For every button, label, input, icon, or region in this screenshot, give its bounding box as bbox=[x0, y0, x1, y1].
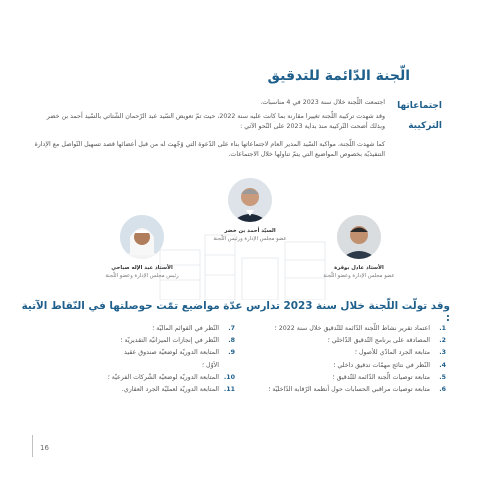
member-photo-adel bbox=[337, 215, 381, 259]
item-text: المتابعة الدوريّة لوضعيّة الشّركات الفرعيّة ؛ bbox=[107, 373, 219, 381]
list-item bbox=[246, 323, 446, 335]
item-text: متابعة توصيات الّجنة الدّائمة للتّدقيق ؛ bbox=[332, 373, 430, 381]
ceo-paragraph: كما شهدت اللّجنة، مواكبة السّيد المدير العام لاجتماعاتها بناء على الدّعوة التي وُجّهت له من قبل أعضائها قصد تسهيل التّواصل مع الإدارة التنفيذيّة بخصوص المواضيع التي يتمّ تناولها خلال الاجتماعات. bbox=[34, 141, 385, 158]
member-caption-adel bbox=[299, 264, 419, 280]
item-text: متابعة توصيات مراقبي الحسابات حول أنظمة الرّقابة الدّاخليّة ؛ bbox=[268, 386, 430, 394]
item-number: 10. bbox=[223, 373, 235, 381]
item-number: 4. bbox=[439, 361, 446, 369]
page-title: الّجنة الدّائمة للتدقيق bbox=[267, 68, 410, 84]
item-number: 5. bbox=[439, 373, 446, 381]
list-item bbox=[246, 335, 446, 347]
member-photo-abdelilah bbox=[120, 215, 164, 259]
member-name: السيّد أحمد بن خضر bbox=[224, 228, 276, 234]
page-number: 16 bbox=[40, 444, 49, 452]
item-text: متابعة الجرد المادّي للأصول ؛ bbox=[354, 349, 430, 357]
topics-list-right bbox=[246, 323, 446, 396]
item-number: 1. bbox=[439, 325, 446, 332]
item-number: 7. bbox=[228, 325, 235, 332]
topics-list-left bbox=[30, 323, 235, 396]
item-text: اعتماد تقرير نشاط اللّجنة الدّائمة للتّدقيق خلال سنة 2022 ؛ bbox=[274, 325, 430, 332]
item-text: المتابعة الدوريّة لوضعيّة صندوق عقيد bbox=[124, 349, 219, 357]
list-item-continuation: الأوّل ؛ bbox=[202, 361, 219, 369]
side-label-composition: التركيبة bbox=[408, 121, 442, 131]
item-text: المصادقة على برنامج التّدقيق الدّاخلي ؛ bbox=[327, 337, 430, 345]
list-item bbox=[246, 384, 446, 396]
topics-heading: وقد تولّت اللّجنة خلال سنة 2023 تدارس عدّة مواضيع تمّت حوصلتها في النّقاط الآتية : bbox=[21, 300, 450, 324]
member-caption-abdelilah bbox=[82, 264, 202, 280]
item-text: النّظر في القوائم الماليّة ؛ bbox=[152, 325, 219, 332]
member-name: الأستاذ عبد الإله صباحي bbox=[111, 265, 173, 271]
item-text: المتابعة الدوريّة لعمليّة الجرد العقاري. bbox=[121, 386, 219, 394]
item-text: النّظر في إنجازات الميزانيّة التقديريّة ؛ bbox=[120, 337, 219, 345]
member-photo-ahmed bbox=[228, 178, 272, 222]
list-item bbox=[30, 323, 235, 335]
member-role: عضو مجلس الإدارة ورئيس اللّجنة bbox=[213, 236, 287, 242]
item-number: 11. bbox=[223, 386, 235, 394]
list-item bbox=[30, 335, 235, 347]
composition-paragraph: وقد شهدت تركيبة اللّجنة تغييرا مقارنة بما كانت عليه سنة 2022، حيث تمّ تعويض السّيد عبد الرّحمان الشّتاتي بالسّيد أحمد بن خضر وبذلك أضحت التّركيبة منذ بداية 2023 على النّحو الآتي : bbox=[46, 113, 385, 130]
page-number-divider bbox=[32, 435, 33, 457]
item-number: 3. bbox=[439, 349, 446, 357]
list-item bbox=[246, 347, 446, 359]
item-number: 2. bbox=[439, 337, 446, 345]
side-label-meetings: اجتماعاتها bbox=[397, 101, 442, 111]
member-role: عضو مجلس الإدارة وعضو اللّجنة bbox=[323, 273, 395, 279]
list-item bbox=[30, 347, 235, 359]
member-caption-ahmed bbox=[190, 227, 310, 243]
list-item bbox=[246, 360, 446, 372]
item-text: النّظر في نتائج مهمّات تدقيق داخلي ؛ bbox=[333, 361, 430, 369]
meetings-paragraph: اجتمعت اللّجنة خلال سنة 2023 في 4 مناسبات. bbox=[260, 99, 385, 106]
item-number: 6. bbox=[439, 386, 446, 394]
side-label bbox=[392, 96, 442, 136]
item-number: 9. bbox=[228, 349, 235, 357]
list-item bbox=[30, 384, 235, 396]
list-item bbox=[30, 372, 235, 384]
list-item bbox=[246, 372, 446, 384]
item-number: 8. bbox=[228, 337, 235, 345]
member-name: الأستاذ عادل بوقرة bbox=[334, 265, 384, 271]
member-role: رئيس مجلس الإدارة وعضو اللّجنة bbox=[105, 273, 179, 279]
